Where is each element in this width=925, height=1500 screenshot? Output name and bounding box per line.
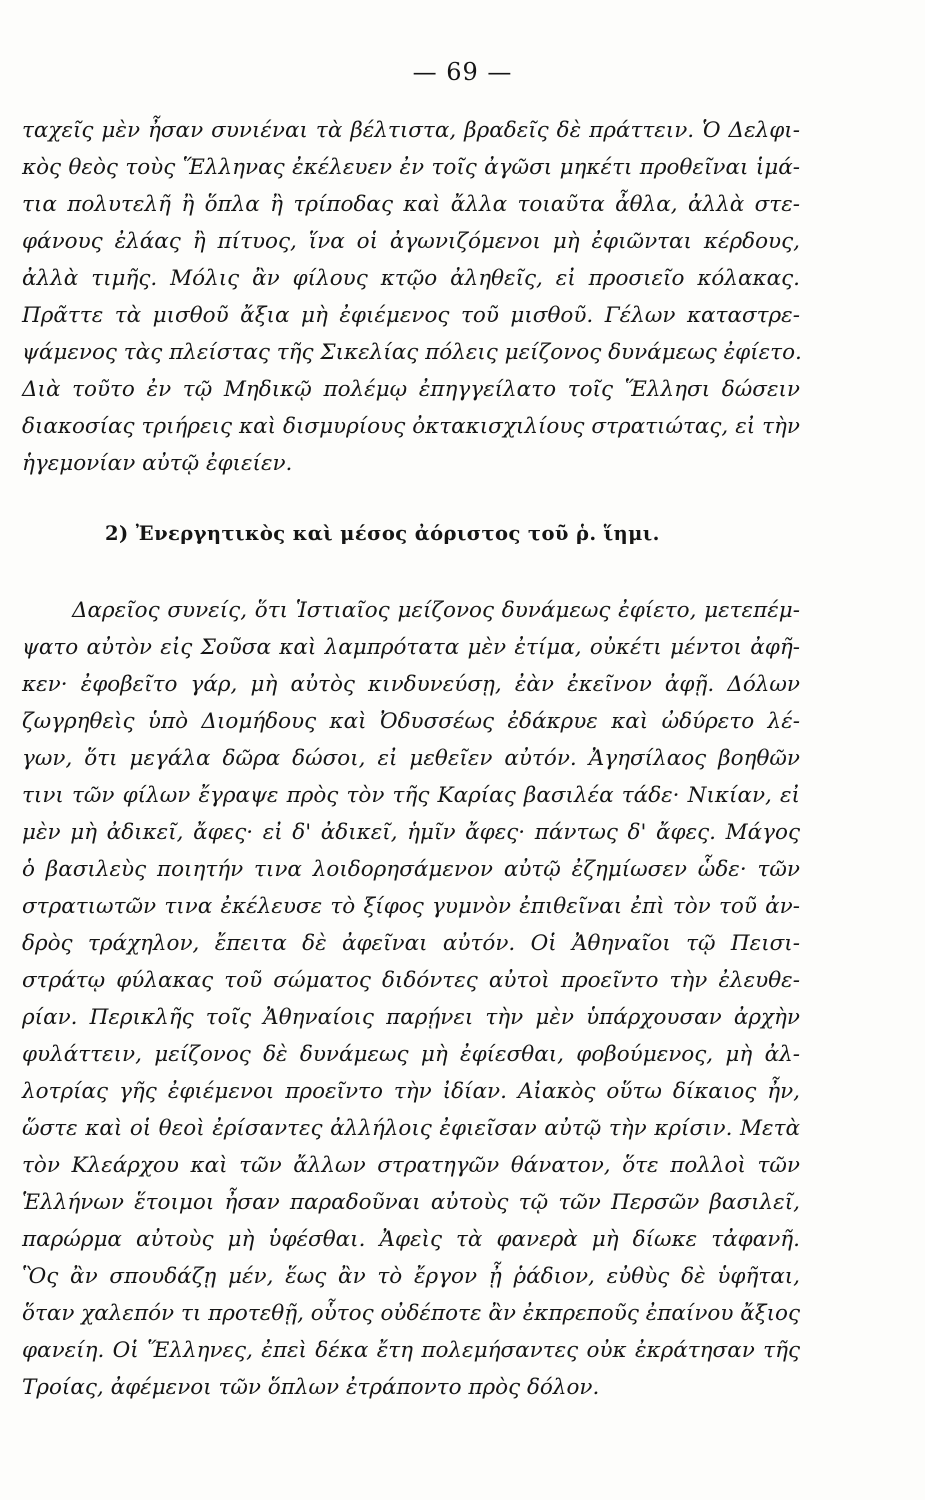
text-line: κὸς θεὸς τοὺς Ἕλληνας ἐκέλευεν ἐν τοῖς ἀγῶσι μηκέτι προθεῖναι ἱμά-: [22, 155, 800, 180]
text-line: ἀλλὰ τιμῆς. Μόλις ἂν φίλους κτῷο ἀληθεῖς, εἰ προσιεῖο κόλακας.: [22, 266, 800, 291]
text-line: διακοσίας τριήρεις καὶ δισμυρίους ὀκτακισχιλίους στρατιώτας, εἰ τὴν: [22, 414, 800, 439]
section-1-text: [22, 112, 800, 482]
text-line: μὲν μὴ ἀδικεῖ, ἄφες· εἰ δ' ἀδικεῖ, ἡμῖν ἄφες· πάντως δ' ἄφες. Μάγος: [22, 820, 800, 845]
text-line: κεν· ἐφοβεῖτο γάρ, μὴ αὐτὸς κινδυνεύσῃ, ἐὰν ἐκεῖνον ἀφῇ. Δόλων: [22, 672, 800, 697]
section-2-heading: 2) Ἐνεργητικὸς καὶ μέσος ἀόριστος τοῦ ῥ. ἵημι.: [105, 522, 660, 545]
text-line: ἡγεμονίαν αὐτῷ ἐφιείεν.: [22, 451, 293, 476]
text-line: δρὸς τράχηλον, ἔπειτα δὲ ἀφεῖναι αὐτόν. Οἱ Ἀθηναῖοι τῷ Πεισι-: [22, 931, 800, 956]
text-line: Τροίας, ἀφέμενοι τῶν ὅπλων ἐτράποντο πρὸς δόλον.: [22, 1375, 600, 1400]
text-line: ταχεῖς μὲν ἦσαν συνιέναι τὰ βέλτιστα, βραδεῖς δὲ πράττειν. Ὁ Δελφι-: [22, 118, 800, 143]
text-line: φυλάττειν, μείζονος δὲ δυνάμεως μὴ ἐφίεσθαι, φοβούμενος, μὴ ἀλ-: [22, 1042, 800, 1067]
page-number: — 69 —: [412, 58, 513, 86]
text-line: ζωγρηθεὶς ὑπὸ Διομήδους καὶ Ὀδυσσέως ἐδάκρυε καὶ ὠδύρετο λέ-: [22, 709, 800, 734]
text-line: Ἑλλήνων ἕτοιμοι ἦσαν παραδοῦναι αὐτοὺς τῷ τῶν Περσῶν βασιλεῖ,: [22, 1190, 800, 1215]
text-line: Ὃς ἂν σπουδάζῃ μέν, ἕως ἂν τὸ ἔργον ᾖ ῥάδιον, εὐθὺς δὲ ὑφῆται,: [22, 1264, 800, 1289]
text-line: ρίαν. Περικλῆς τοῖς Ἀθηναίοις παρῄνει τὴν μὲν ὑπάρχουσαν ἀρχὴν: [22, 1005, 800, 1030]
text-line: ὅταν χαλεπόν τι προτεθῇ, οὗτος οὐδέποτε ἂν ἐκπρεποῦς ἐπαίνου ἄξιος: [22, 1301, 801, 1326]
text-line: Δαρεῖος συνείς, ὅτι Ἱστιαῖος μείζονος δυνάμεως ἐφίετο, μετεπέμ-: [72, 598, 800, 623]
section-2-text: [22, 592, 800, 1406]
text-line: Διὰ τοῦτο ἐν τῷ Μηδικῷ πολέμῳ ἐπηγγείλατο τοῖς Ἕλλησι δώσειν: [22, 377, 800, 402]
text-line: ὁ βασιλεὺς ποιητήν τινα λοιδορησάμενον αὐτῷ ἐζημίωσεν ὧδε· τῶν: [22, 857, 800, 882]
text-line: τινι τῶν φίλων ἔγραψε πρὸς τὸν τῆς Καρίας βασιλέα τάδε· Νικίαν, εἰ: [22, 783, 800, 808]
text-line: Πρᾶττε τὰ μισθοῦ ἄξια μὴ ἐφιέμενος τοῦ μισθοῦ. Γέλων καταστρε-: [22, 303, 800, 328]
text-line: τὸν Κλεάρχου καὶ τῶν ἄλλων στρατηγῶν θάνατον, ὅτε πολλοὶ τῶν: [22, 1153, 800, 1178]
text-line: γων, ὅτι μεγάλα δῶρα δώσοι, εἰ μεθεῖεν αὐτόν. Ἀγησίλαος βοηθῶν: [22, 746, 800, 771]
text-line: τια πολυτελῆ ἢ ὅπλα ἢ τρίποδας καὶ ἄλλα τοιαῦτα ἆθλα, ἀλλὰ στε-: [22, 192, 800, 217]
text-line: λοτρίας γῆς ἐφιέμενοι προεῖντο τὴν ἰδίαν. Αἰακὸς οὕτω δίκαιος ἦν,: [22, 1079, 800, 1104]
text-line: ὥστε καὶ οἱ θεοὶ ἐρίσαντες ἀλλήλοις ἐφιεῖσαν αὐτῷ τὴν κρίσιν. Μετὰ: [22, 1116, 800, 1141]
text-line: παρώρμα αὐτοὺς μὴ ὑφέσθαι. Ἀφεὶς τὰ φανερὰ μὴ δίωκε τἀφανῆ.: [22, 1227, 800, 1252]
text-line: στράτῳ φύλακας τοῦ σώματος διδόντες αὐτοὶ προεῖντο τὴν ἐλευθε-: [22, 968, 800, 993]
text-line: ψατο αὐτὸν εἰς Σοῦσα καὶ λαμπρότατα μὲν ἐτίμα, οὐκέτι μέντοι ἀφῆ-: [22, 635, 800, 660]
text-line: ψάμενος τὰς πλείστας τῆς Σικελίας πόλεις μείζονος δυνάμεως ἐφίετο.: [22, 340, 802, 365]
text-line: φάνους ἐλάας ἢ πίτυος, ἵνα οἱ ἀγωνιζόμενοι μὴ ἐφιῶνται κέρδους,: [22, 229, 800, 254]
text-line: στρατιωτῶν τινα ἐκέλευσε τὸ ξίφος γυμνὸν ἐπιθεῖναι ἐπὶ τὸν τοῦ ἀν-: [22, 894, 800, 919]
text-line: φανείη. Οἱ Ἕλληνες, ἐπεὶ δέκα ἔτη πολεμήσαντες οὐκ ἐκράτησαν τῆς: [22, 1338, 800, 1363]
